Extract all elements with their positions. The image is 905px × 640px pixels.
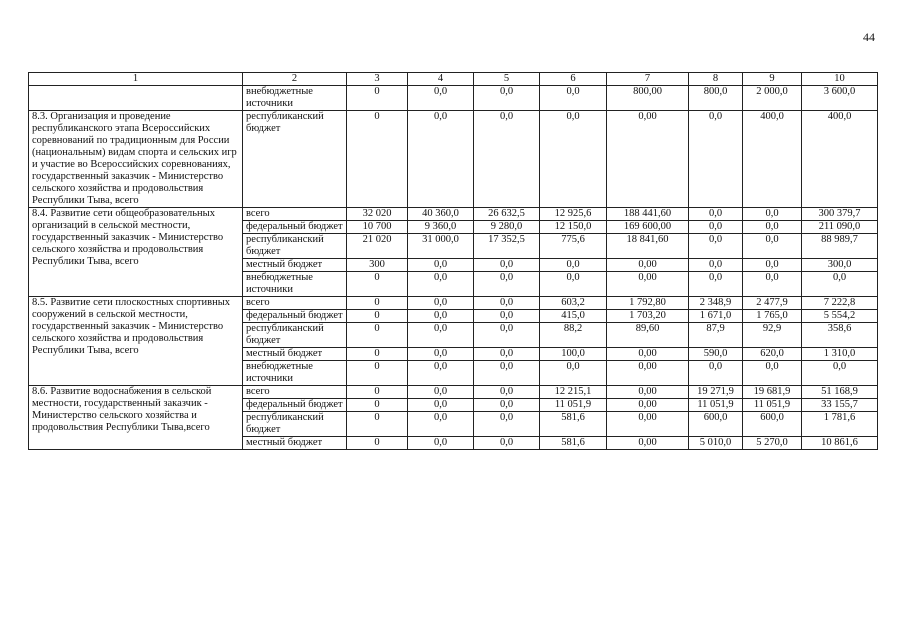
value-cell: 0,0 bbox=[689, 221, 743, 234]
value-cell: 0 bbox=[347, 272, 408, 297]
value-cell: 18 841,60 bbox=[607, 234, 689, 259]
value-cell: 300,0 bbox=[802, 259, 878, 272]
value-cell: 1 781,6 bbox=[802, 412, 878, 437]
value-cell: 600,0 bbox=[689, 412, 743, 437]
value-cell: 0,00 bbox=[607, 386, 689, 399]
column-header: 4 bbox=[408, 73, 474, 86]
value-cell: 590,0 bbox=[689, 348, 743, 361]
funding-source: всего bbox=[243, 386, 347, 399]
value-cell: 1 671,0 bbox=[689, 310, 743, 323]
value-cell: 0,0 bbox=[802, 361, 878, 386]
value-cell: 0 bbox=[347, 111, 408, 208]
value-cell: 0 bbox=[347, 297, 408, 310]
value-cell: 0,0 bbox=[474, 348, 540, 361]
program-item-title: 8.4. Развитие сети общеобразовательных организаций в сельской местности, государственный заказчик - Министерство сельского хозяйства и продовольствия Республики Тыва, всего bbox=[29, 208, 243, 297]
value-cell: 9 360,0 bbox=[408, 221, 474, 234]
value-cell: 0 bbox=[347, 310, 408, 323]
value-cell: 2 000,0 bbox=[743, 86, 802, 111]
value-cell: 0,0 bbox=[474, 399, 540, 412]
column-header: 1 bbox=[29, 73, 243, 86]
value-cell: 800,00 bbox=[607, 86, 689, 111]
value-cell: 169 600,00 bbox=[607, 221, 689, 234]
value-cell: 0 bbox=[347, 437, 408, 450]
value-cell: 0,0 bbox=[408, 86, 474, 111]
table-row bbox=[29, 297, 878, 310]
value-cell: 0,0 bbox=[408, 386, 474, 399]
value-cell: 0,0 bbox=[540, 259, 607, 272]
value-cell: 400,0 bbox=[743, 111, 802, 208]
value-cell: 17 352,5 bbox=[474, 234, 540, 259]
value-cell: 5 010,0 bbox=[689, 437, 743, 450]
value-cell: 0,00 bbox=[607, 259, 689, 272]
value-cell: 89,60 bbox=[607, 323, 689, 348]
value-cell: 0,0 bbox=[474, 437, 540, 450]
budget-table bbox=[28, 72, 878, 450]
value-cell: 2 477,9 bbox=[743, 297, 802, 310]
table-row bbox=[29, 386, 878, 399]
value-cell: 0 bbox=[347, 86, 408, 111]
value-cell: 581,6 bbox=[540, 412, 607, 437]
value-cell: 0,0 bbox=[408, 348, 474, 361]
value-cell: 5 270,0 bbox=[743, 437, 802, 450]
value-cell: 0,0 bbox=[689, 272, 743, 297]
value-cell: 11 051,9 bbox=[689, 399, 743, 412]
funding-source: федеральный бюджет bbox=[243, 221, 347, 234]
value-cell: 12 150,0 bbox=[540, 221, 607, 234]
value-cell: 19 271,9 bbox=[689, 386, 743, 399]
value-cell: 1 765,0 bbox=[743, 310, 802, 323]
program-item-title: 8.6. Развитие водоснабжения в сельской местности, государственный заказчик - Министерство сельского хозяйства и продовольствия Республики Тыва,всего bbox=[29, 386, 243, 450]
value-cell: 0,0 bbox=[802, 272, 878, 297]
value-cell: 0,00 bbox=[607, 361, 689, 386]
value-cell: 620,0 bbox=[743, 348, 802, 361]
value-cell: 1 310,0 bbox=[802, 348, 878, 361]
value-cell: 26 632,5 bbox=[474, 208, 540, 221]
value-cell: 21 020 bbox=[347, 234, 408, 259]
value-cell: 19 681,9 bbox=[743, 386, 802, 399]
value-cell: 0,0 bbox=[408, 111, 474, 208]
value-cell: 211 090,0 bbox=[802, 221, 878, 234]
value-cell: 12 215,1 bbox=[540, 386, 607, 399]
value-cell: 0,0 bbox=[408, 437, 474, 450]
column-header: 2 bbox=[243, 73, 347, 86]
funding-source: республиканский бюджет bbox=[243, 111, 347, 208]
value-cell: 0,0 bbox=[540, 361, 607, 386]
funding-source: федеральный бюджет bbox=[243, 310, 347, 323]
value-cell: 300 bbox=[347, 259, 408, 272]
program-item-title: 8.3. Организация и проведение республиканского этапа Всероссийских соревнований по традиционным для России (национальным) видам спорта и сельских игр и участие во Всероссийских соревнованиях, государственный заказчик - Министерство сельского хозяйства и продовольствия Республики Тыва, всего bbox=[29, 111, 243, 208]
value-cell: 0,0 bbox=[474, 310, 540, 323]
value-cell: 0,0 bbox=[474, 386, 540, 399]
table-row bbox=[29, 208, 878, 221]
funding-source: внебюджетные источники bbox=[243, 272, 347, 297]
program-item-title: 8.5. Развитие сети плоскостных спортивных сооружений в сельской местности, государственный заказчик - Министерство сельского хозяйства и продовольствия Республики Тыва, всего bbox=[29, 297, 243, 386]
value-cell: 10 700 bbox=[347, 221, 408, 234]
funding-source: всего bbox=[243, 297, 347, 310]
funding-source: республиканский бюджет bbox=[243, 323, 347, 348]
column-header: 9 bbox=[743, 73, 802, 86]
table-row bbox=[29, 86, 878, 111]
value-cell: 0,0 bbox=[474, 297, 540, 310]
value-cell: 0,0 bbox=[540, 111, 607, 208]
value-cell: 603,2 bbox=[540, 297, 607, 310]
column-header: 3 bbox=[347, 73, 408, 86]
value-cell: 0 bbox=[347, 323, 408, 348]
value-cell: 0,00 bbox=[607, 412, 689, 437]
value-cell: 0,0 bbox=[408, 259, 474, 272]
value-cell: 1 703,20 bbox=[607, 310, 689, 323]
value-cell: 0,0 bbox=[408, 272, 474, 297]
value-cell: 31 000,0 bbox=[408, 234, 474, 259]
value-cell: 40 360,0 bbox=[408, 208, 474, 221]
page-number: 44 bbox=[863, 30, 875, 44]
column-header: 6 bbox=[540, 73, 607, 86]
column-header: 8 bbox=[689, 73, 743, 86]
value-cell: 0,0 bbox=[689, 234, 743, 259]
value-cell: 0,0 bbox=[408, 361, 474, 386]
value-cell: 0,0 bbox=[743, 259, 802, 272]
value-cell: 0,0 bbox=[743, 208, 802, 221]
funding-source: внебюджетные источники bbox=[243, 86, 347, 111]
value-cell: 0,00 bbox=[607, 272, 689, 297]
value-cell: 12 925,6 bbox=[540, 208, 607, 221]
value-cell: 0,0 bbox=[540, 86, 607, 111]
column-header: 7 bbox=[607, 73, 689, 86]
value-cell: 9 280,0 bbox=[474, 221, 540, 234]
value-cell: 0,0 bbox=[474, 412, 540, 437]
funding-source: республиканский бюджет bbox=[243, 234, 347, 259]
value-cell: 88 989,7 bbox=[802, 234, 878, 259]
value-cell: 0,0 bbox=[474, 86, 540, 111]
funding-source: местный бюджет bbox=[243, 348, 347, 361]
value-cell: 0 bbox=[347, 412, 408, 437]
value-cell: 0,0 bbox=[408, 399, 474, 412]
value-cell: 0,0 bbox=[743, 221, 802, 234]
value-cell: 5 554,2 bbox=[802, 310, 878, 323]
value-cell: 0,0 bbox=[743, 272, 802, 297]
value-cell: 0,00 bbox=[607, 437, 689, 450]
value-cell: 0,00 bbox=[607, 399, 689, 412]
funding-source: местный бюджет bbox=[243, 437, 347, 450]
value-cell: 3 600,0 bbox=[802, 86, 878, 111]
value-cell: 32 020 bbox=[347, 208, 408, 221]
header-row bbox=[29, 73, 878, 86]
value-cell: 188 441,60 bbox=[607, 208, 689, 221]
funding-source: местный бюджет bbox=[243, 259, 347, 272]
value-cell: 0,0 bbox=[743, 234, 802, 259]
value-cell: 600,0 bbox=[743, 412, 802, 437]
value-cell: 0 bbox=[347, 399, 408, 412]
value-cell: 0,0 bbox=[408, 323, 474, 348]
value-cell: 0,0 bbox=[689, 208, 743, 221]
value-cell: 88,2 bbox=[540, 323, 607, 348]
funding-source: федеральный бюджет bbox=[243, 399, 347, 412]
value-cell: 1 792,80 bbox=[607, 297, 689, 310]
funding-source: всего bbox=[243, 208, 347, 221]
value-cell: 0 bbox=[347, 386, 408, 399]
value-cell: 0,0 bbox=[689, 259, 743, 272]
column-header: 5 bbox=[474, 73, 540, 86]
value-cell: 0,0 bbox=[474, 323, 540, 348]
value-cell: 92,9 bbox=[743, 323, 802, 348]
value-cell: 775,6 bbox=[540, 234, 607, 259]
program-item-continued bbox=[29, 86, 243, 111]
value-cell: 7 222,8 bbox=[802, 297, 878, 310]
value-cell: 2 348,9 bbox=[689, 297, 743, 310]
value-cell: 300 379,7 bbox=[802, 208, 878, 221]
funding-source: республиканский бюджет bbox=[243, 412, 347, 437]
value-cell: 0,0 bbox=[474, 111, 540, 208]
value-cell: 0,0 bbox=[689, 361, 743, 386]
value-cell: 11 051,9 bbox=[540, 399, 607, 412]
value-cell: 0,0 bbox=[689, 111, 743, 208]
value-cell: 0,0 bbox=[474, 361, 540, 386]
value-cell: 87,9 bbox=[689, 323, 743, 348]
column-header: 10 bbox=[802, 73, 878, 86]
value-cell: 0,0 bbox=[540, 272, 607, 297]
value-cell: 0 bbox=[347, 348, 408, 361]
value-cell: 0,0 bbox=[408, 412, 474, 437]
table-row bbox=[29, 111, 878, 208]
value-cell: 51 168,9 bbox=[802, 386, 878, 399]
value-cell: 10 861,6 bbox=[802, 437, 878, 450]
value-cell: 0,0 bbox=[474, 272, 540, 297]
value-cell: 0,0 bbox=[743, 361, 802, 386]
value-cell: 415,0 bbox=[540, 310, 607, 323]
value-cell: 581,6 bbox=[540, 437, 607, 450]
value-cell: 11 051,9 bbox=[743, 399, 802, 412]
value-cell: 33 155,7 bbox=[802, 399, 878, 412]
value-cell: 100,0 bbox=[540, 348, 607, 361]
value-cell: 0,00 bbox=[607, 348, 689, 361]
value-cell: 0,0 bbox=[408, 297, 474, 310]
value-cell: 0,0 bbox=[474, 259, 540, 272]
value-cell: 0 bbox=[347, 361, 408, 386]
funding-source: внебюджетные источники bbox=[243, 361, 347, 386]
value-cell: 800,0 bbox=[689, 86, 743, 111]
value-cell: 0,00 bbox=[607, 111, 689, 208]
value-cell: 358,6 bbox=[802, 323, 878, 348]
value-cell: 0,0 bbox=[408, 310, 474, 323]
value-cell: 400,0 bbox=[802, 111, 878, 208]
